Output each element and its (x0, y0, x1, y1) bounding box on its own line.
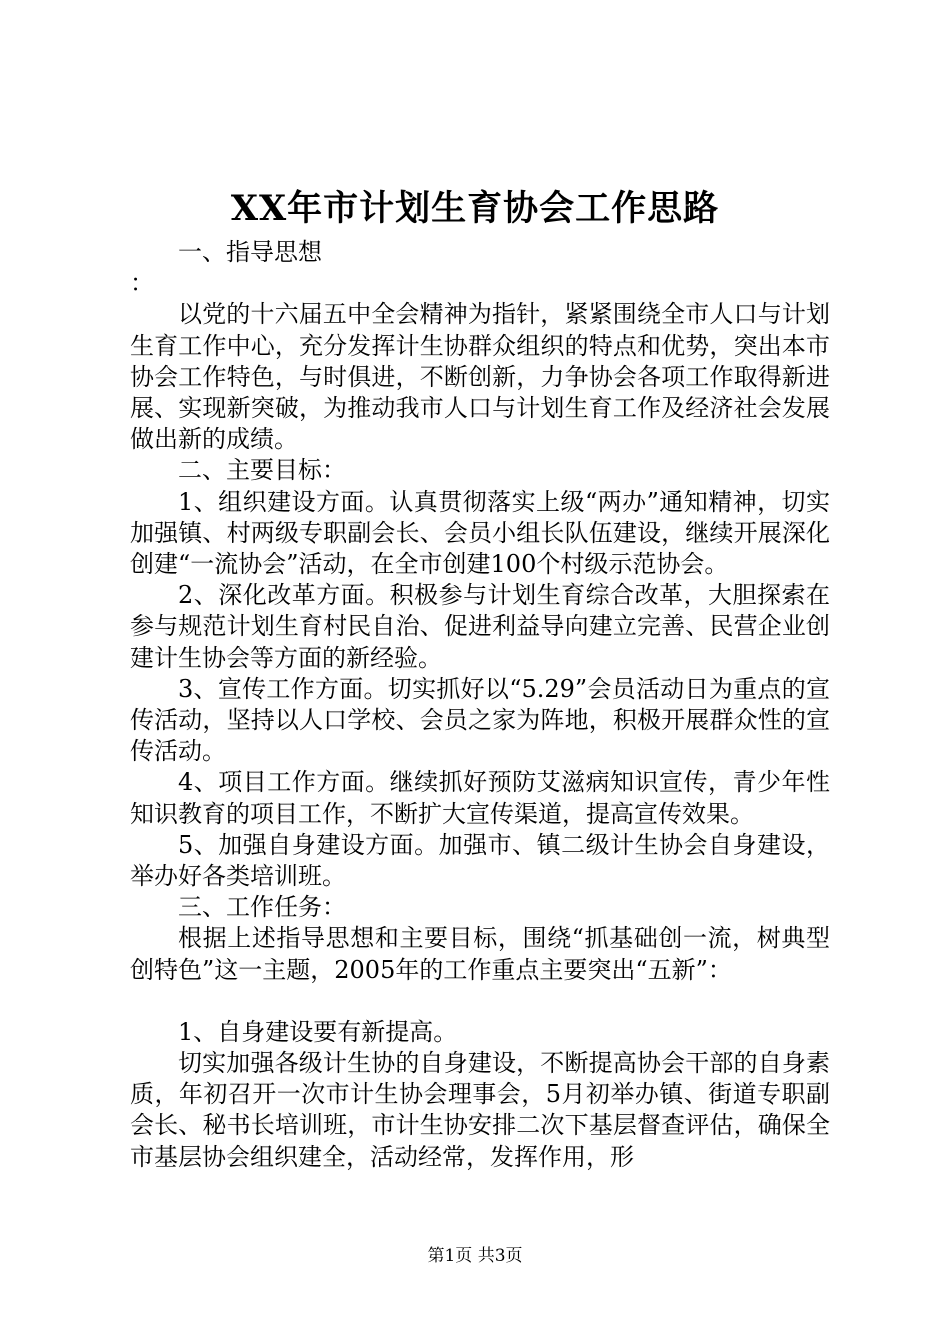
document-body (130, 237, 830, 1173)
paragraph-goal-2: 2、深化改革方面。积极参与计划生育综合改革，大胆探索在参与规范计划生育村民自治、促进利益导向建立完善、民营企业创建计生协会等方面的新经验。 (130, 581, 830, 672)
paragraph-goal-4: 4、项目工作方面。继续抓好预防艾滋病知识宣传，青少年性知识教育的项目工作，不断扩大宣传渠道，提高宣传效果。 (130, 768, 830, 828)
paragraph-guiding-ideology: 以党的十六届五中全会精神为指针，紧紧围绕全市人口与计划生育工作中心，充分发挥计生协群众组织的特点和优势，突出本市协会工作特色，与时俱进，不断创新，力争协会各项工作取得新进展、实现新突破，为推动我市人口与计划生育工作及经济社会发展做出新的成绩。 (130, 300, 830, 454)
colon-line: ： (130, 269, 154, 298)
paragraph-goal-3: 3、宣传工作方面。切实抓好以“5.29”会员活动日为重点的宣传活动，坚持以人口学校、会员之家为阵地，积极开展群众性的宣传活动。 (130, 674, 830, 766)
paragraph-task-1-heading: 1、自身建设要有新提高。 (178, 1017, 458, 1046)
paragraph-task-1-body: 切实加强各级计生协的自身建设，不断提高协会干部的自身素质，年初召开一次市计生协会理事会，5月初举办镇、街道专职副会长、秘书长培训班，市计生协安排二次下基层督查评估，确保全市基层协会组织建全，活动经常，发挥作用，形 (130, 1049, 830, 1171)
section-heading-guiding-ideology: 一、指导思想 (178, 238, 322, 266)
section-heading-main-goals: 二、主要目标： (178, 456, 346, 485)
paragraph-tasks-intro: 根据上述指导思想和主要目标，围绕“抓基础创一流，树典型创特色”这一主题，2005年的工作重点主要突出“五新”： (130, 924, 830, 984)
paragraph-goal-1: 1、组织建设方面。认真贯彻落实上级“两办”通知精神，切实加强镇、村两级专职副会长、会员小组长队伍建设，继续开展深化创建“一流协会”活动，在全市创建100个村级示范协会。 (130, 487, 830, 579)
paragraph-goal-5: 5、加强自身建设方面。加强市、镇二级计生协会自身建设，举办好各类培训班。 (130, 830, 830, 891)
page-footer: 第1页 共3页 (427, 1246, 523, 1266)
document-title: XX年市计划生育协会工作思路 (230, 188, 720, 229)
section-heading-work-tasks: 三、工作任务： (178, 893, 346, 922)
